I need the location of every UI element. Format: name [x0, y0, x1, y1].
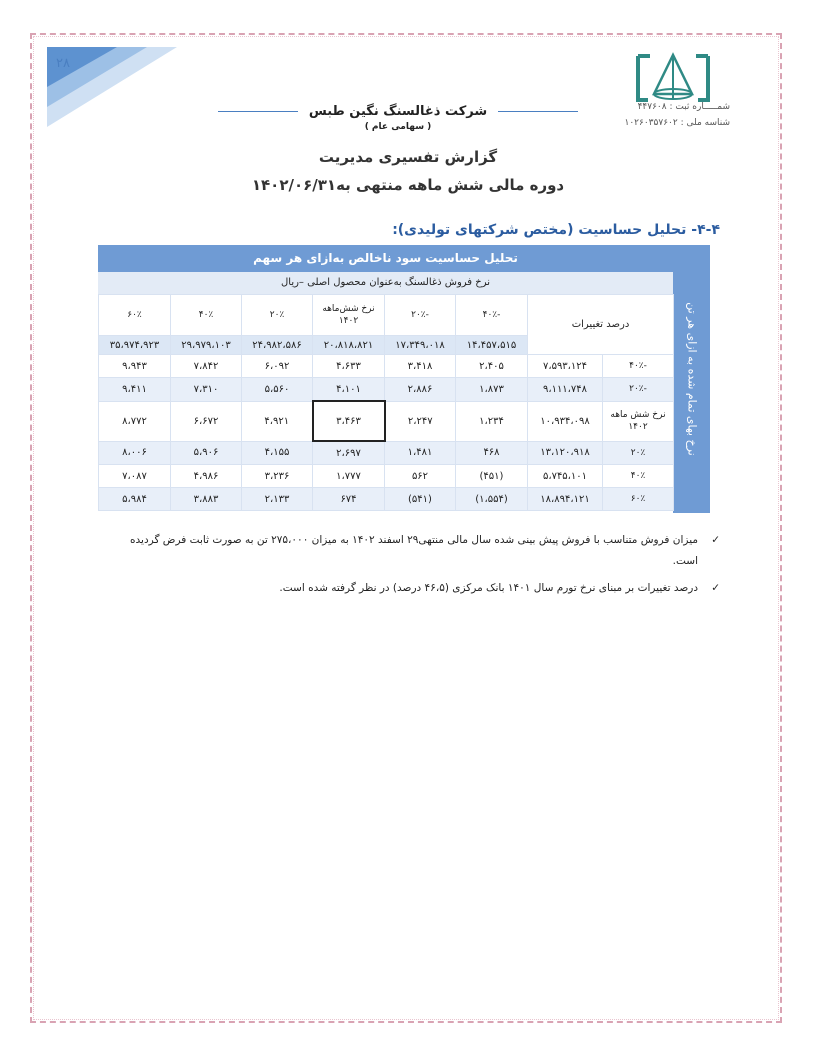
- table-subtitle: نرخ فروش ذغالسنگ به‌عنوان محصول اصلی –ریال: [98, 272, 673, 295]
- col-header: -۴۰٪: [456, 295, 528, 336]
- check-icon: ✓: [711, 534, 720, 546]
- table-grid: [98, 294, 674, 511]
- company-header: [218, 100, 578, 132]
- side-label: نرخ بهای تمام شده به ازای هر تن: [673, 245, 710, 513]
- note-item: ✓ میزان فروش متناسب با فروش پیش بینی شده سال مالی منتهی۲۹ اسفند ۱۴۰۲ به میزان ۲۷۵،۰۰۰ تن به صورت ثابت فرض گردیده است.: [105, 530, 720, 572]
- report-period: دوره مالی شش ماهه منتهی به۱۴۰۲/۰۶/۳۱: [251, 176, 565, 194]
- report-title: گزارش تفسیری مدیریت: [318, 148, 498, 166]
- notes-list: [105, 530, 720, 599]
- section-heading: ۴-۴- تحلیل حساسیت (مختص شرکتهای تولیدی):: [392, 222, 720, 238]
- national-id: شناسه ملی : ۱۰۲۶۰۳۵۷۶۰۲: [624, 118, 730, 128]
- table-row: ۹،۴۱۱ ۷،۳۱۰ ۵،۵۶۰ ۴،۱۰۱ ۲،۸۸۶ ۱،۸۷۳ ۹،۱۱۱،۷۴۸ -۲۰٪: [99, 378, 674, 402]
- table-row: ۹،۹۴۳ ۷،۸۴۲ ۶،۰۹۲ ۴،۶۳۳ ۳،۴۱۸ ۲،۴۰۵ ۷،۵۹۳،۱۲۴ -۴۰٪: [99, 355, 674, 378]
- col-total: ۱۷،۳۴۹،۰۱۸: [385, 336, 456, 355]
- check-icon: ✓: [711, 582, 720, 594]
- col-total: ۳۵،۹۷۴،۹۲۳: [99, 336, 171, 355]
- header-rule-left: [218, 111, 298, 112]
- col-total: ۲۰،۸۱۸،۸۲۱: [313, 336, 385, 355]
- col-header: -۲۰٪: [385, 295, 456, 336]
- company-logo: [630, 52, 716, 104]
- col-total: ۱۴،۴۵۷،۵۱۵: [456, 336, 528, 355]
- col-header: نرخ شش‌ماهه ۱۴۰۲: [313, 295, 385, 336]
- base-case-cell: ۳،۴۶۳: [313, 401, 385, 441]
- header-rule-right: [498, 111, 578, 112]
- table-row: ۷،۰۸۷ ۴،۹۸۶ ۳،۲۳۶ ۱،۷۷۷ ۵۶۲ (۴۵۱) ۵،۷۴۵،۱۰۱ ۴۰٪: [99, 465, 674, 488]
- table-title: تحلیل حساسیت سود ناخالص به‌ازای هر سهم: [98, 245, 673, 272]
- registration-number: شمـــــاره ثبت : ۴۴۷۶۰۸: [637, 102, 730, 112]
- col-header: ۴۰٪: [171, 295, 242, 336]
- col-header: ۶۰٪: [99, 295, 171, 336]
- column-header-row: [99, 295, 674, 336]
- note-item: ✓ درصد تغییرات بر مبنای نرخ تورم سال ۱۴۰۱ بانک مرکزی (۴۶،۵ درصد) در نظر گرفته شده است.: [105, 578, 720, 599]
- page-number: ۲۸: [56, 56, 70, 71]
- col-total: ۲۹،۹۷۹،۱۰۳: [171, 336, 242, 355]
- corner-label: درصد تغییرات: [528, 295, 674, 355]
- sensitivity-table: [98, 245, 710, 513]
- col-total: ۲۴،۹۸۲،۵۸۶: [242, 336, 313, 355]
- company-name: شرکت ذغالسنگ نگین طبس: [308, 104, 488, 119]
- table-row: ۵،۹۸۴ ۳،۸۸۳ ۲،۱۳۳ ۶۷۴ (۵۴۱) (۱،۵۵۴) ۱۸،۸۹۴،۱۲۱ ۶۰٪: [99, 488, 674, 511]
- col-header: ۲۰٪: [242, 295, 313, 336]
- registration-info: [598, 99, 730, 131]
- company-type: ( سهامی عام ): [364, 122, 432, 132]
- table-row: ۸،۷۷۲ ۶،۶۷۲ ۴،۹۲۱ ۳،۴۶۳ ۲،۲۴۷ ۱،۲۳۴ ۱۰،۹۳۴،۰۹۸ نرخ شش ماهه ۱۴۰۲: [99, 401, 674, 441]
- table-row: ۸،۰۰۶ ۵،۹۰۶ ۴،۱۵۵ ۲،۶۹۷ ۱،۴۸۱ ۴۶۸ ۱۳،۱۲۰،۹۱۸ ۲۰٪: [99, 441, 674, 465]
